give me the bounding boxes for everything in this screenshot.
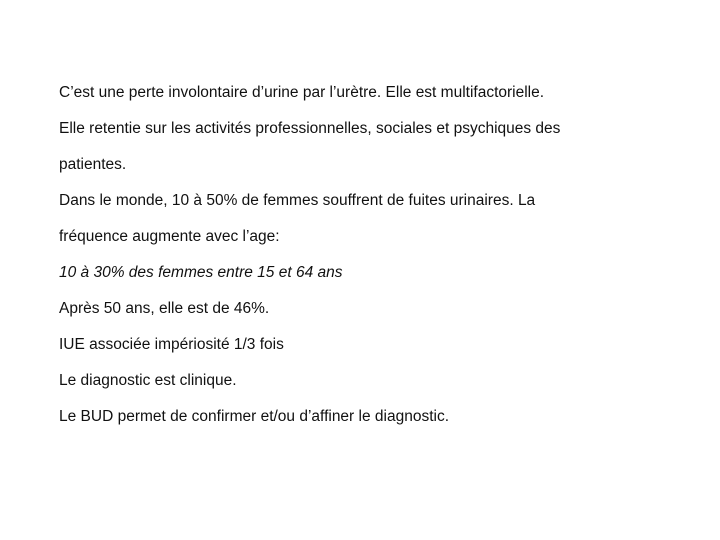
text-line-5: fréquence augmente avec l’age: — [59, 228, 280, 245]
text-line-8: IUE associée impériosité 1/3 fois — [59, 336, 284, 353]
text-line-6: 10 à 30% des femmes entre 15 et 64 ans — [59, 264, 343, 281]
text-line-9: Le diagnostic est clinique. — [59, 372, 237, 389]
text-line-3: patientes. — [59, 156, 127, 173]
text-line-7: Après 50 ans, elle est de 46%. — [59, 300, 270, 317]
text-line-10: Le BUD permet de confirmer et/ou d’affiner le diagnostic. — [59, 408, 449, 425]
text-line-2: Elle retentie sur les activités professionnelles, sociales et psychiques des — [59, 120, 561, 137]
text-line-4: Dans le monde, 10 à 50% de femmes souffrent de fuites urinaires. La — [59, 192, 536, 209]
text-line-1: C’est une perte involontaire d’urine par l’urètre. Elle est multifactorielle. — [59, 84, 545, 101]
